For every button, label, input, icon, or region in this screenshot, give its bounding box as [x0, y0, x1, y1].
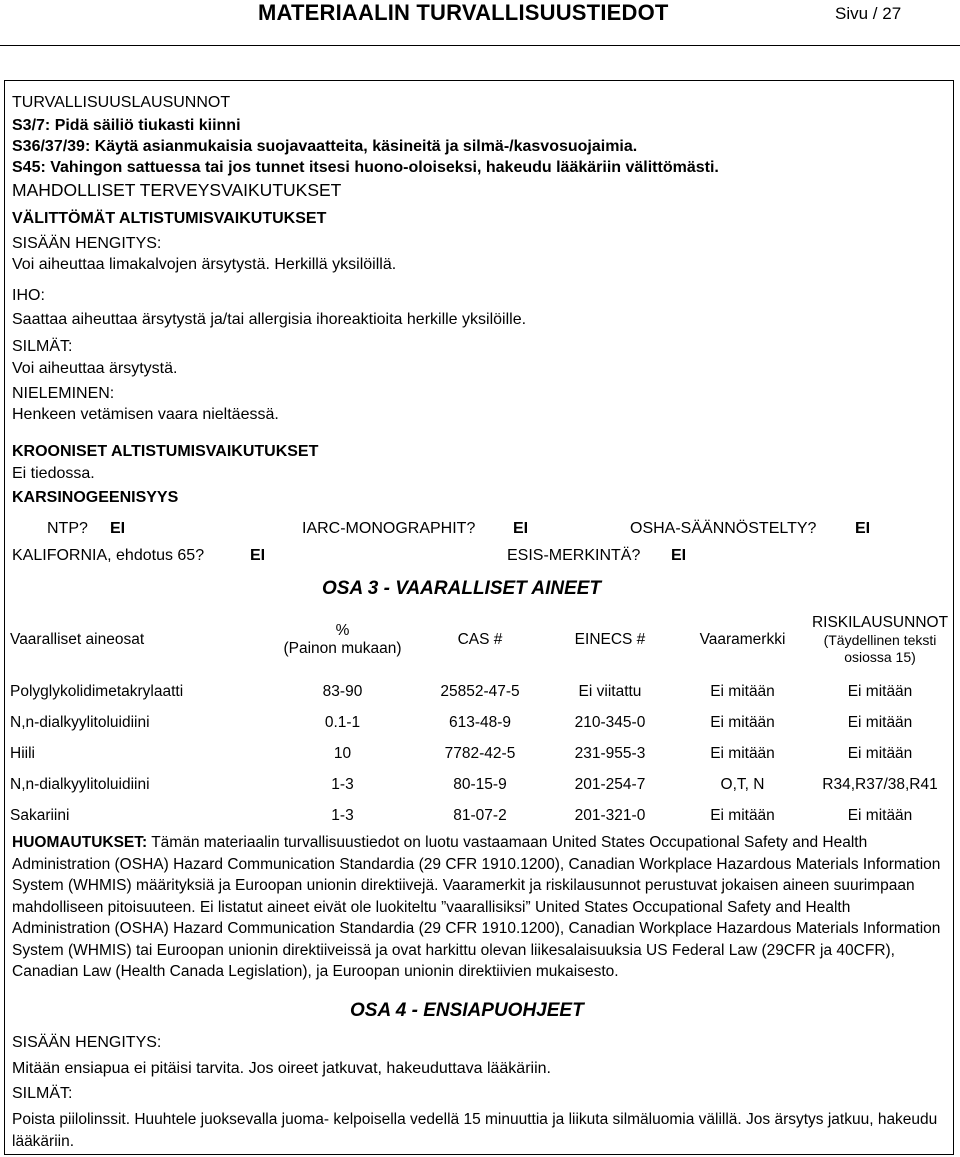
inhalation-label: SISÄÄN HENGITYS:	[12, 235, 162, 252]
chronic-heading: KROONISET ALTISTUMISVAIKUTUKSET	[12, 443, 319, 460]
ingredient-risk: R34,R37/38,R41	[822, 775, 938, 793]
ingredient-name: N,n-dialkyylitoluidiini	[10, 713, 150, 731]
ingredient-percent: 1-3	[331, 806, 354, 824]
ingredient-percent: 83-90	[322, 682, 363, 700]
california-label: KALIFORNIA, ehdotus 65?	[12, 547, 205, 564]
ingredient-symbol: Ei mitään	[710, 682, 775, 700]
table-row	[10, 738, 950, 769]
ingredient-percent: 0.1-1	[324, 713, 361, 731]
first-aid-inhalation-text: Mitään ensiapua ei pitäisi tarvita. Jos oireet jatkuvat, hakeuduttava lääkäriin.	[12, 1060, 551, 1077]
section3-title: OSA 3 - VAARALLISET AINEET	[322, 578, 602, 599]
first-aid-inhalation-label: SISÄÄN HENGITYS:	[12, 1034, 162, 1051]
ingredient-percent: 10	[333, 744, 352, 762]
ingredient-name: Sakariini	[10, 806, 70, 824]
ingredient-symbol: Ei mitään	[710, 713, 775, 731]
risk-label: RISKILAUSUNNOT	[811, 614, 949, 631]
ingredient-percent: 1-3	[331, 775, 354, 793]
notes-paragraph	[12, 832, 947, 983]
ingredient-symbol: Ei mitään	[710, 744, 775, 762]
ingredient-name: N,n-dialkyylitoluidiini	[10, 775, 150, 793]
acute-heading: VÄLITTÖMÄT ALTISTUMISVAIKUTUKSET	[12, 210, 327, 227]
notes-label: HUOMAUTUKSET:	[12, 834, 148, 851]
notes-text: Tämän materiaalin turvallisuustiedot on luotu vastaamaan United States Occupational Safety and Health Administration (OSHA) Hazard Communication Standardia (29 CFR 1910.1200), Canadian Workplace Hazardous Materials Information System (WHMIS) määrityksiä ja Euroopan unionin direktiivejä. Vaaramerkit ja riskilausunnot perustuvat jokaisen aineen suurimpaan mahdolliseen pitoisuuteen. Ei listatut aineet eivät ole luokiteltu ”vaarallisiksi” United States Occupational Safety and Health Administration (OSHA) Hazard Communication Standardia (29 CFR 1910.1200), Canadian Workplace Hazardous Materials Information System (WHMIS) tai Euroopan unionin direktiiveissä ja ovat harkittu olevan liikesalaisuuksia US Federal Law (29CFR ja 40CFR), Canadian Law (Health Canada Legislation), ja Euroopan unionin direktiivien mukaisesto.	[12, 834, 941, 980]
esis-value: EI	[671, 547, 687, 564]
ingredient-risk: Ei mitään	[847, 682, 913, 700]
ingredient-name: Polyglykolidimetakrylaatti	[10, 682, 184, 700]
safety-line: S36/37/39: Käytä asianmukaisia suojavaatteita, käsineitä ja silmä-/kasvosuojaimia.	[12, 138, 638, 155]
eyes-label: SILMÄT:	[12, 338, 73, 355]
ingredient-risk: Ei mitään	[847, 713, 913, 731]
california-value: EI	[250, 547, 266, 564]
skin-label: IHO:	[12, 287, 45, 304]
osha-label: OSHA-SÄÄNNÖSTELTY?	[630, 520, 817, 537]
ingredient-symbol: O,T, N	[720, 775, 765, 793]
column-header-ingredient: Vaaralliset aineosat	[10, 631, 145, 648]
ingredient-einecs: Ei viitattu	[578, 682, 642, 700]
inhalation-text: Voi aiheuttaa limakalvojen ärsytystä. Herkillä yksilöillä.	[12, 256, 397, 273]
ingestion-label: NIELEMINEN:	[12, 385, 115, 402]
iarc-label: IARC-MONOGRAPHIT?	[302, 520, 476, 537]
ingredient-cas: 25852-47-5	[440, 682, 520, 700]
carcinogenicity-heading: KARSINOGEENISYYS	[12, 489, 179, 506]
ingredient-einecs: 201-254-7	[574, 775, 646, 793]
ingredient-risk: Ei mitään	[847, 806, 913, 824]
safety-line: S3/7: Pidä säiliö tiukasti kiinni	[12, 117, 241, 134]
health-heading: MAHDOLLISET TERVEYSVAIKUTUKSET	[12, 180, 342, 200]
ingredient-einecs: 201-321-0	[574, 806, 646, 824]
ingredient-cas: 613-48-9	[448, 713, 512, 731]
chronic-text: Ei tiedossa.	[12, 465, 95, 482]
ingredient-risk: Ei mitään	[847, 744, 913, 762]
column-header-einecs: EINECS #	[574, 631, 646, 648]
ingredient-cas: 80-15-9	[453, 775, 507, 793]
eyes-text: Voi aiheuttaa ärsytystä.	[12, 360, 178, 377]
iarc-value: EI	[513, 520, 529, 537]
percent-sublabel: (Painon mukaan)	[283, 640, 402, 657]
ntp-label: NTP?	[47, 520, 88, 537]
document-title: MATERIAALIN TURVALLISUUSTIEDOT	[258, 0, 669, 25]
ingredient-name: Hiili	[10, 744, 35, 762]
percent-label: %	[335, 622, 350, 639]
table-row	[10, 676, 950, 707]
table-row	[10, 800, 950, 831]
page-number: Sivu / 27	[835, 4, 902, 23]
table-row	[10, 707, 950, 738]
column-header-risk	[810, 604, 950, 676]
osha-value: EI	[855, 520, 871, 537]
ingredient-einecs: 231-955-3	[574, 744, 646, 762]
risk-sublabel: (Täydellinen teksti osiossa 15)	[823, 632, 937, 665]
hazardous-ingredients-table	[10, 604, 950, 831]
skin-text: Saattaa aiheuttaa ärsytystä ja/tai allergisia ihoreaktioita herkille yksilöille.	[12, 311, 527, 328]
table-header-row	[10, 604, 950, 676]
column-header-cas: CAS #	[457, 631, 503, 648]
ingredient-cas: 81-07-2	[453, 806, 507, 824]
ingredient-einecs: 210-345-0	[574, 713, 646, 731]
table-row	[10, 769, 950, 800]
first-aid-eyes-label: SILMÄT:	[12, 1085, 73, 1102]
header-divider	[0, 45, 960, 46]
column-header-symbol: Vaaramerkki	[699, 631, 786, 648]
ingredient-cas: 7782-42-5	[444, 744, 516, 762]
safety-line: S45: Vahingon sattuessa tai jos tunnet itsesi huono-oloiseksi, hakeudu lääkäriin välittömästi.	[12, 159, 719, 176]
column-header-percent	[270, 604, 415, 676]
safety-heading: TURVALLISUUSLAUSUNNOT	[12, 94, 231, 111]
esis-label: ESIS-MERKINTÄ?	[507, 547, 641, 564]
ingestion-text: Henkeen vetämisen vaara nieltäessä.	[12, 406, 279, 423]
ntp-value: EI	[110, 520, 126, 537]
ingredient-symbol: Ei mitään	[710, 806, 775, 824]
first-aid-eyes-text: Poista piilolinssit. Huuhtele juoksevalla juoma- kelpoisella vedellä 15 minuuttia ja liikuta silmäluomia välillä. Jos ärsytys jatkuu, hakeudu lääkäriin.	[12, 1111, 938, 1150]
section4-title: OSA 4 - ENSIAPUOHJEET	[350, 1000, 584, 1021]
